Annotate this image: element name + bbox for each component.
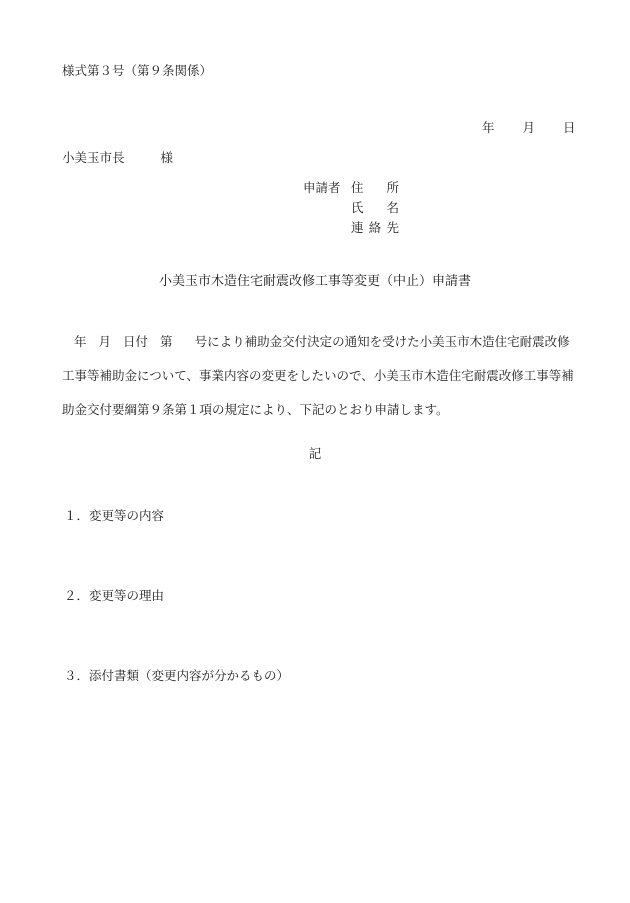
body-line-1-rest: 号により補助金交付決定の通知を受けた小美玉市木造住宅耐震改修 bbox=[194, 334, 570, 349]
body-paragraph bbox=[62, 334, 580, 436]
item-attachments: ３．添付書類（変更内容が分かるもの） bbox=[64, 668, 290, 683]
body-line-1 bbox=[62, 334, 580, 368]
name-char-2: 名 bbox=[386, 200, 399, 215]
addressee bbox=[62, 150, 173, 166]
contact-char-2: 絡 bbox=[368, 220, 382, 235]
item-change-reason: ２．変更等の理由 bbox=[64, 588, 165, 603]
form-number: 様式第３号（第９条関係） bbox=[62, 63, 213, 78]
address-char-1: 住 bbox=[351, 180, 364, 195]
ki-heading: 記 bbox=[308, 446, 322, 461]
date-month-label: 月 bbox=[522, 120, 536, 135]
date-day-label: 日 bbox=[563, 120, 576, 135]
body-year: 年 bbox=[74, 334, 87, 349]
date-year-label: 年 bbox=[482, 120, 495, 135]
document-title: 小美玉市木造住宅耐震改修工事等変更（中止）申請書 bbox=[158, 274, 471, 289]
body-day: 日付 bbox=[123, 334, 149, 349]
applicant-contact-row bbox=[303, 220, 413, 240]
contact-char-1: 連 bbox=[351, 220, 364, 235]
applicant-name-label bbox=[351, 200, 399, 216]
name-char-1: 氏 bbox=[351, 200, 364, 215]
body-line-3: 助金交付要綱第９条第１項の規定により、下記のとおり申請します。 bbox=[62, 402, 449, 417]
applicant-name-row bbox=[303, 200, 413, 220]
body-month: 月 bbox=[98, 334, 112, 349]
body-dai: 第 bbox=[160, 334, 173, 349]
address-char-2: 所 bbox=[386, 180, 399, 195]
applicant-block bbox=[303, 180, 413, 240]
body-line-2: 工事等補助金について、事業内容の変更をしたいので、小美玉市木造住宅耐震改修工事等補 bbox=[62, 368, 574, 383]
item-change-content: １．変更等の内容 bbox=[64, 508, 165, 523]
addressee-honorific: 様 bbox=[160, 150, 174, 165]
applicant-heading: 申請者 bbox=[303, 180, 341, 195]
addressee-name: 小美玉市長 bbox=[62, 150, 125, 165]
applicant-address-row bbox=[303, 180, 413, 200]
date-line bbox=[482, 120, 576, 136]
applicant-contact-label bbox=[351, 220, 399, 236]
applicant-address-label bbox=[351, 180, 399, 196]
contact-char-3: 先 bbox=[386, 220, 399, 235]
